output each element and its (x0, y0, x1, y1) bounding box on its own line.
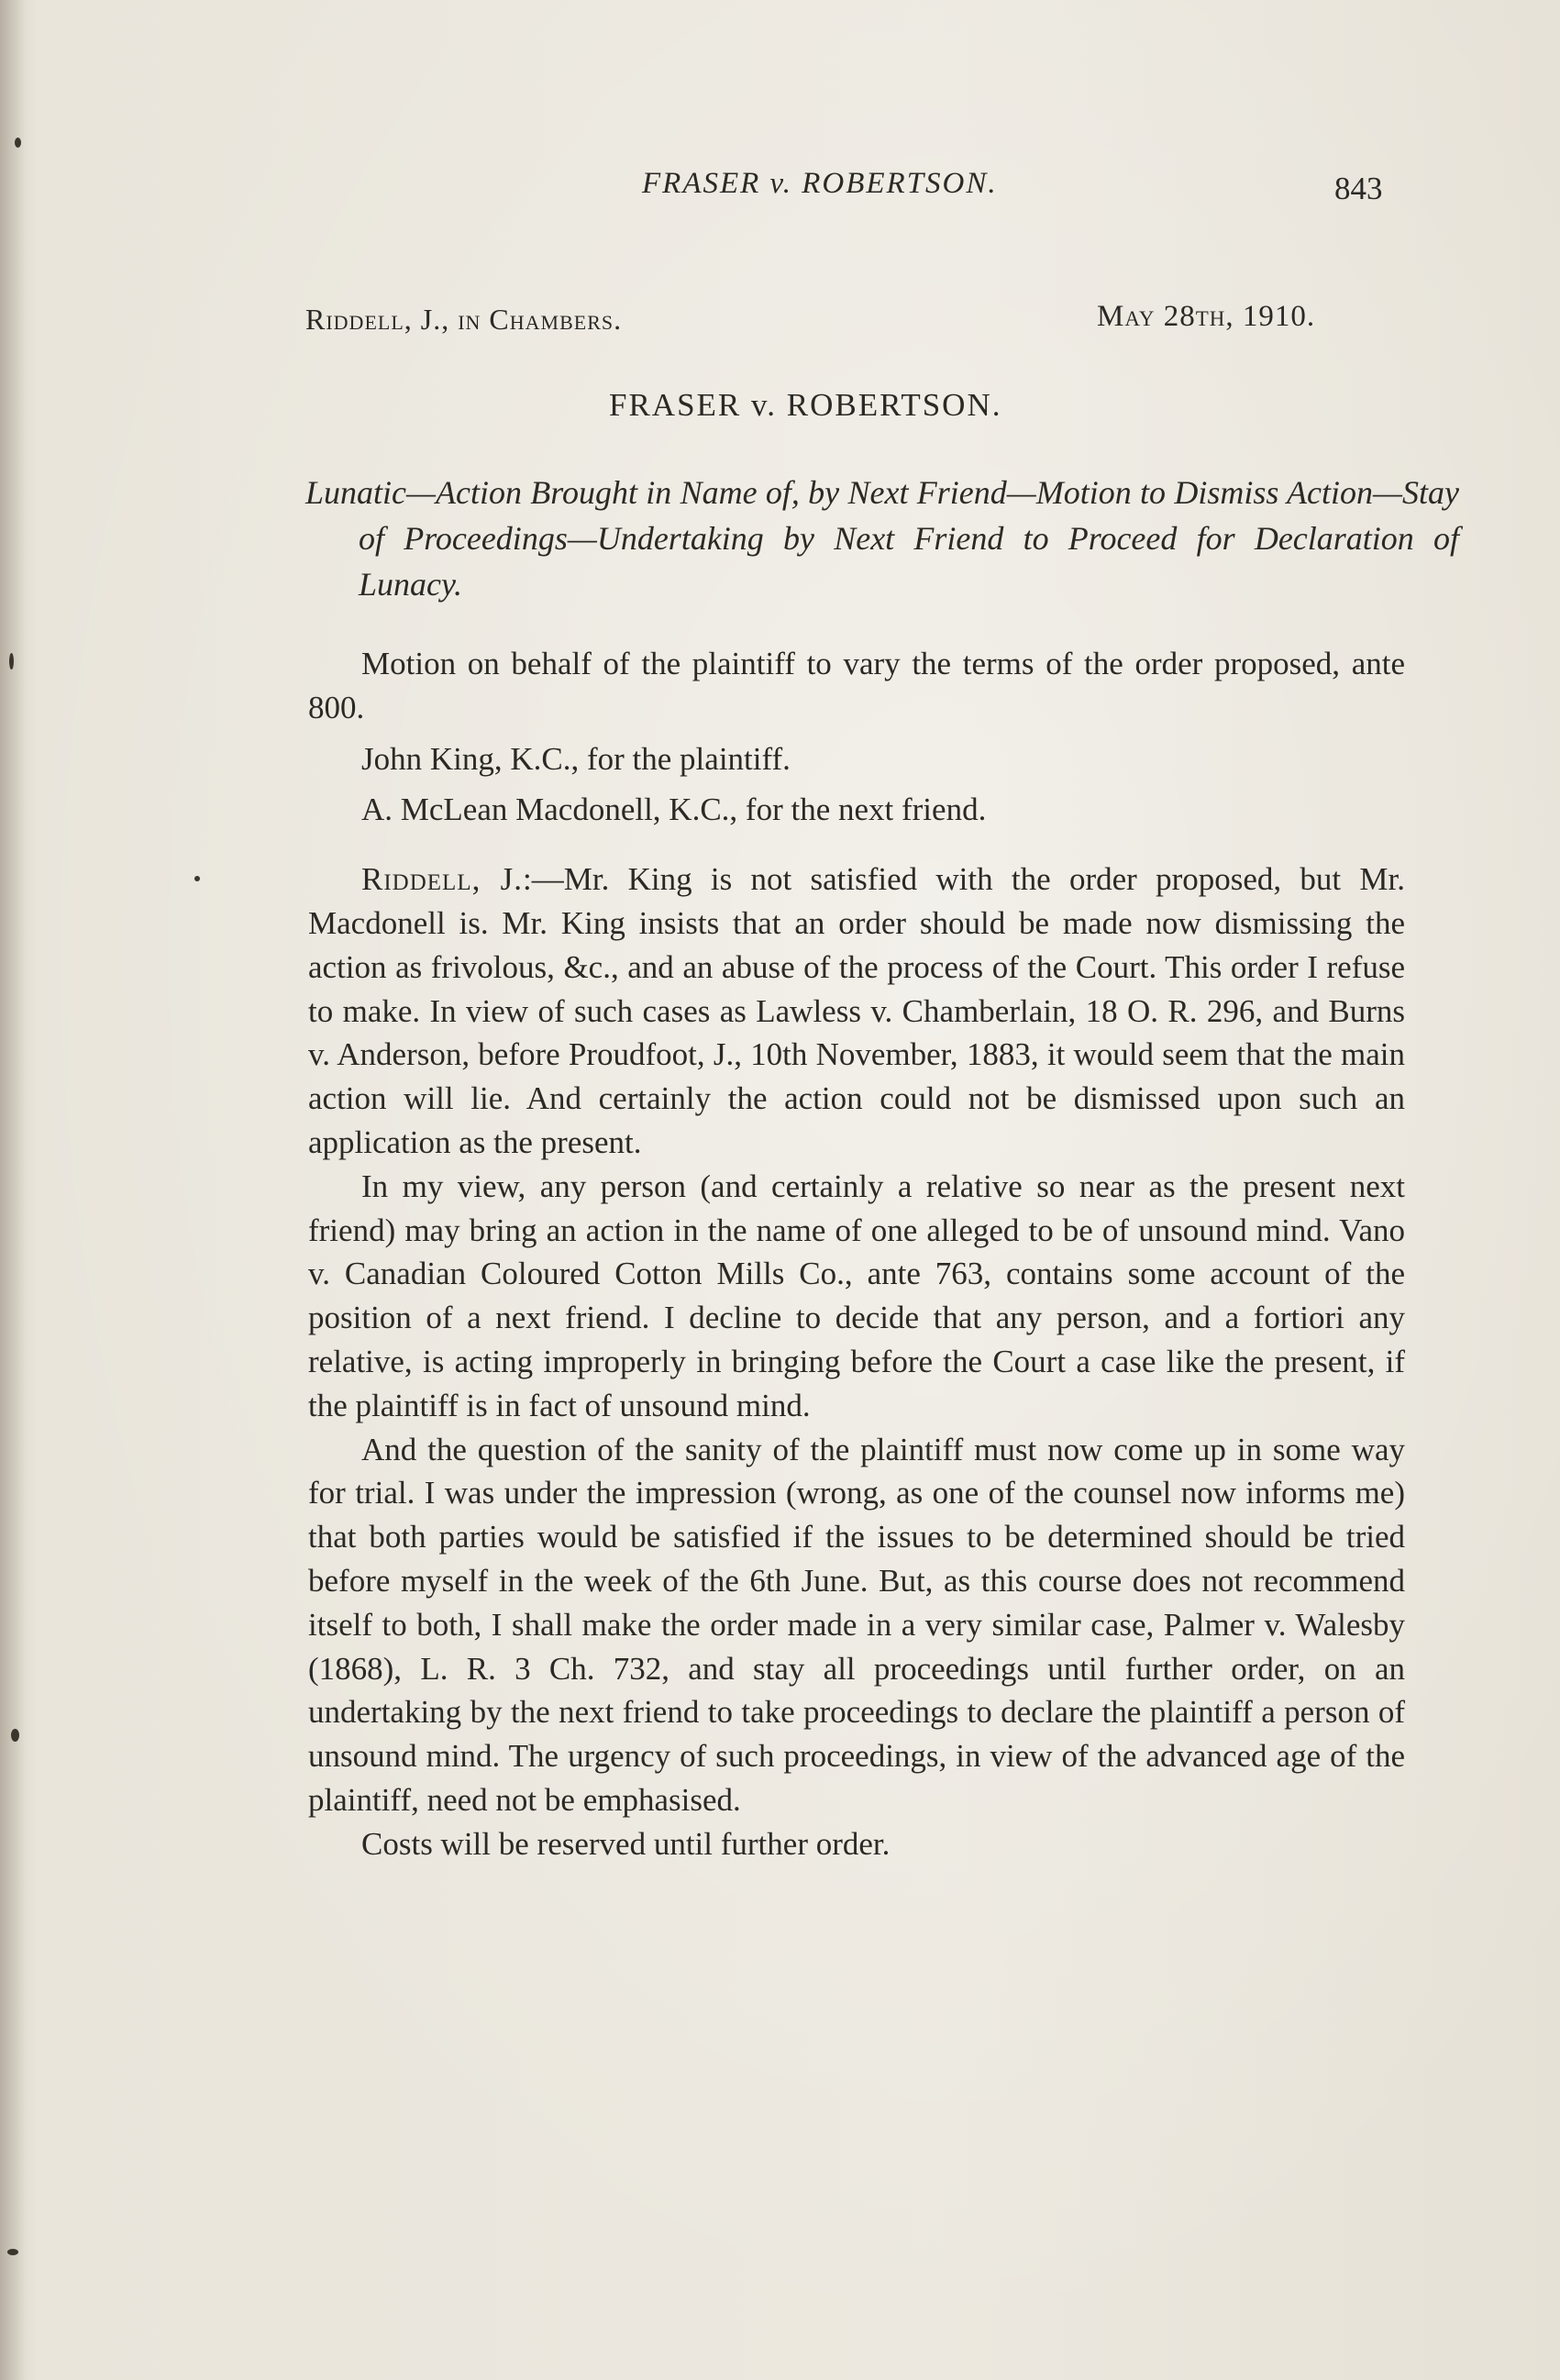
judgment-paragraph-3: And the question of the sanity of the plaintiff must now come up in some way for trial. I was under the impression (wrong, as one of the counsel now informs me) that both parties would be satisfied if the issues to be determined should be tried before myself in the week of the 6th June. But, as this course does not recommend itself to both, I shall make the order made in a very similar case, Palmer v. Walesby (1868), L. R. 3 Ch. 732, and stay all proceedings until further order, on an undertaking by the next friend to take proceedings to declare the plaintiff a person of unsound mind. The urgency of such proceedings, in view of the advanced age of the plaintiff, need not be emphasised. (308, 1431, 1405, 1818)
judgment-paragraph-2: In my view, any person (and certainly a relative so near as the present next friend) may bring an action in the name of one alleged to be of unsound mind. Vano v. Canadian Coloured Cotton Mills Co., ante 763, contains some account of the position of a next friend. I decline to decide that any person, and a fortiori any relative, is acting improperly in bringing before the Court a case like the present, if the plaintiff is in fact of unsound mind. (308, 1168, 1405, 1423)
report-body (308, 642, 1405, 1866)
margin-ink-mark (15, 138, 21, 148)
margin-ink-mark (9, 653, 14, 670)
judge-name: Riddell, J. (361, 861, 523, 898)
costs-paragraph: Costs will be reserved until further order. (361, 1825, 891, 1862)
counsel-plaintiff: John King, K.C., for the plaintiff. (361, 740, 791, 777)
court-line: Riddell, J., in Chambers. (305, 303, 623, 336)
page-number: 843 (1334, 171, 1383, 206)
counsel-next-friend: A. McLean Macdonell, K.C., for the next friend. (361, 791, 987, 828)
judgment-text-1: :—Mr. King is not satisfied with the order proposed, but Mr. Macdonell is. Mr. King insists that an order should be made now dismissing the action as frivolous, &c., and an abuse of the process of the Court. This order I refuse to make. In view of such cases as Lawless v. Chamberlain, 18 O. R. 296, and Burns v. Anderson, before Proudfoot, J., 10th November, 1883, it would seem that the main action will lie. And certainly the action could not be dismissed upon such an application as the present. (308, 861, 1406, 1160)
margin-ink-mark (194, 876, 200, 881)
motion-paragraph: Motion on behalf of the plaintiff to vary the terms of the order proposed, ante 800. (308, 646, 1405, 725)
judgment-paragraph-1 (308, 858, 1405, 1165)
headnote: Lunatic—Action Brought in Name of, by Next Friend—Motion to Dismiss Action—Stay of Proceedings—Undertaking by Next Friend to Proceed for Declaration of Lunacy. (305, 474, 1459, 603)
page-gutter-shadow (0, 0, 26, 2380)
case-title: FRASER v. ROBERTSON. (609, 387, 1002, 423)
running-title: FRASER v. ROBERTSON. (642, 167, 998, 200)
margin-ink-mark (11, 1729, 19, 1742)
margin-ink-mark (7, 2249, 18, 2255)
decision-date: May 28th, 1910. (1097, 300, 1316, 333)
